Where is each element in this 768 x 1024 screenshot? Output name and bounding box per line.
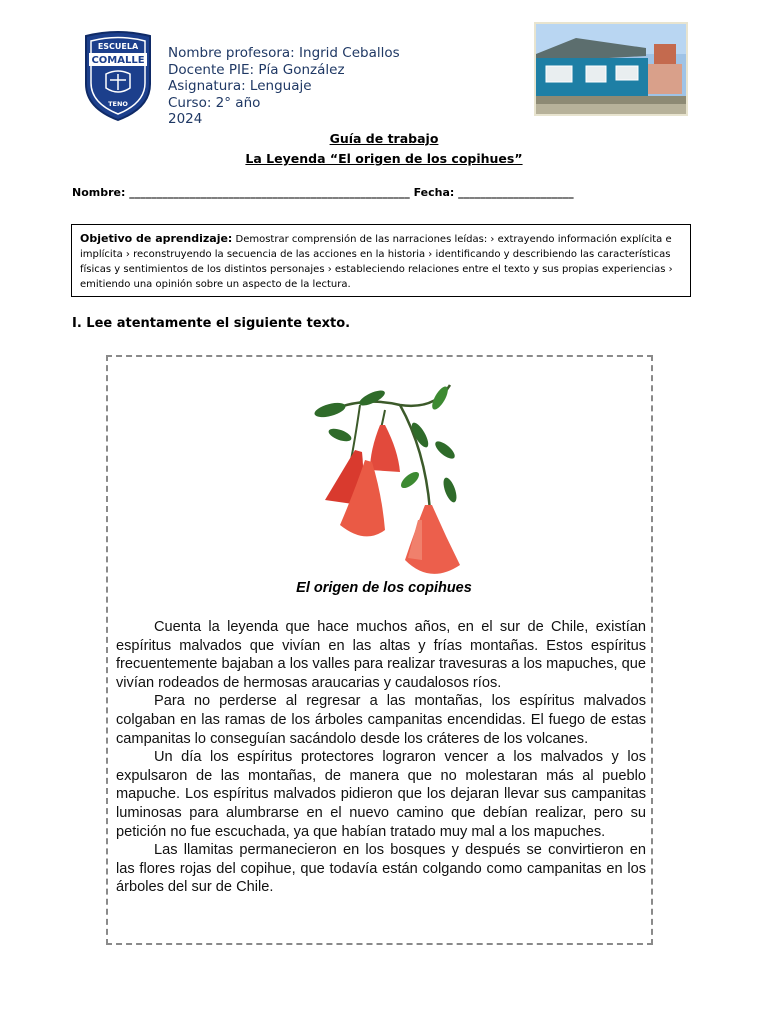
logo-bottom-text: TENO [108, 100, 128, 108]
date-field[interactable]: _____________________ [458, 186, 574, 199]
story-text [116, 618, 646, 897]
title-line-1: Guía de trabajo [329, 131, 439, 146]
date-label: Fecha: [413, 186, 455, 199]
story-paragraph: Las llamitas permanecieron en los bosques y después se convirtieron en las flores rojas del copihue, que todavía están colgando como campanitas en los árboles del sur de Chile. [116, 842, 646, 896]
subject: Asignatura: Lenguaje [168, 78, 312, 94]
story-title: El origen de los copihues [296, 580, 472, 596]
year: 2024 [168, 111, 203, 127]
learning-objective-box [71, 224, 691, 297]
story-paragraph: Un día los espíritus protectores lograron vencer a los malvados y los expulsaron de las montañas, de manera que no molestaran más al pueblo mapuche. Los espíritus malvados pidieron que los dejaran llevar sus campanitas luminosas para alumbrarse en el nuevo camino que debían realizar, pero su petición no fue escuchada, ya que habían tratado muy mal a los mapuches. [116, 749, 646, 840]
name-label: Nombre: [72, 186, 126, 199]
name-date-line [72, 186, 574, 199]
objective-text: Demostrar comprensión de las narraciones leídas: › extrayendo información explícita e implícita › reconstruyendo la secuencia de las acciones en la historia › identificando y describiendo las características físicas y sentimientos de los distintos personajes › estableciendo relaciones entre el texto y sus propias experiencias › emitiendo una opinión sobre un aspecto de la lectura. [80, 234, 673, 290]
name-field[interactable]: ___________________________________________________ [129, 186, 410, 199]
teacher-name: Nombre profesora: Ingrid Ceballos [168, 45, 400, 61]
logo-top-text: ESCUELA [97, 42, 139, 51]
logo-name-text: COMALLE [91, 55, 145, 66]
instruction: I. Lee atentamente el siguiente texto. [72, 316, 351, 331]
story-paragraph: Cuenta la leyenda que hace muchos años, en el sur de Chile, existían espíritus malvados que vivían en las altas y frías montañas. Estos espíritus frecuentemente bajaban a los valles para realizar travesuras a los mapuches, que vivían rodeados de hermosas araucarias y caudalosos ríos. [116, 619, 646, 691]
course: Curso: 2° año [168, 94, 261, 111]
school-logo [82, 30, 154, 122]
title-line-2: La Leyenda “El origen de los copihues” [245, 151, 523, 166]
header-info [168, 45, 400, 128]
school-building-photo [536, 24, 686, 114]
worksheet-title [0, 129, 768, 169]
copihue-flower-illustration [300, 380, 500, 580]
story-paragraph: Para no perderse al regresar a las montañas, los espíritus malvados colgaban en las ramas de los árboles campanitas encendidas. El fuego de estas campanitas lo conseguían sacándolo desde los cráteres de los volcanes. [116, 693, 646, 747]
pie-teacher-name: Docente PIE: Pía González [168, 61, 345, 78]
objective-label: Objetivo de aprendizaje: [80, 232, 233, 245]
